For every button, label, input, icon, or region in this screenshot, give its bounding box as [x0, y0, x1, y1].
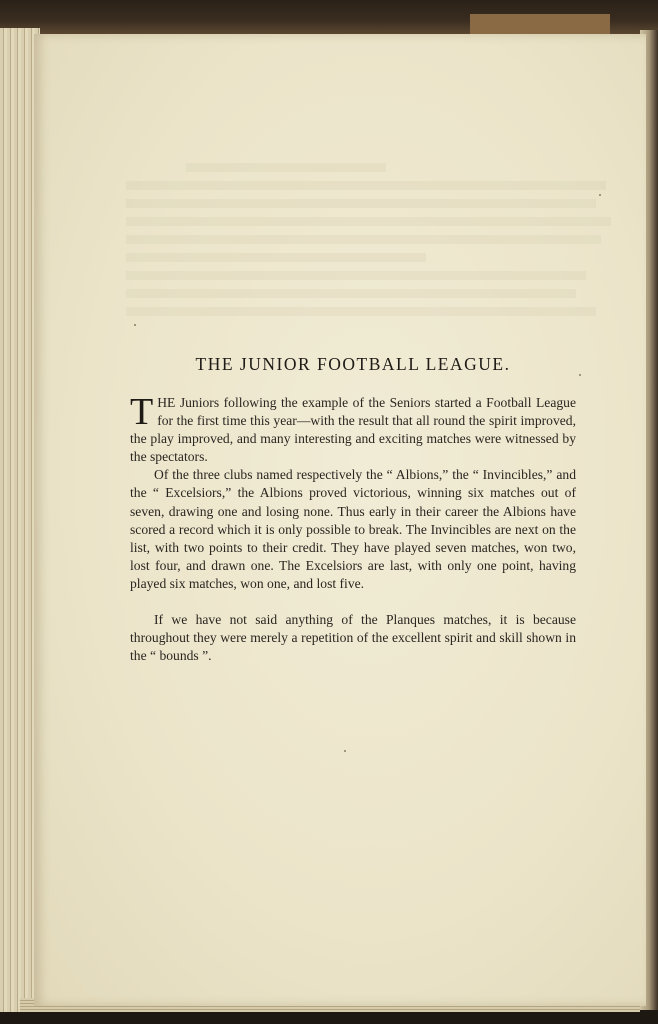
- paper-speck: [579, 374, 581, 376]
- paragraph-intro-text: HE Juniors following the example of the Seniors started a Football League for the first time this year—with the result that all round the spirit improved, the play improved, and many interesting and exciting matches were witnessed by the spectators.: [130, 395, 576, 465]
- bleed-through-text: [126, 154, 626, 325]
- paragraph-planques: If we have not said anything of the Planques matches, it is because throughout they were merely a repetition of the excellent spirit and skill shown in the “ bounds ”.: [130, 612, 576, 664]
- paper-speck: [344, 750, 346, 752]
- drop-cap: T: [130, 391, 154, 433]
- paper-speck: [599, 194, 601, 196]
- paragraph-results: Of the three clubs named respectively the “ Albions,” the “ Invincibles,” and the “ Excelsiors,” the Albions proved victorious, winning six matches out of seven, drawing one and losing none. Thus early in their career the Albions have scored a record which it is only possible to break. The Invincibles are next on the list, with two points to their credit. They have played seven matches, won two, lost four, and drawn one. The Excelsiors are last, with only one point, having played six matches, won one, and lost five.: [130, 467, 576, 591]
- article-body: [130, 391, 576, 665]
- book-cover-top-edge: [0, 0, 658, 34]
- paper-speck: [134, 324, 136, 326]
- page-title: THE JUNIOR FOOTBALL LEAGUE.: [195, 354, 511, 374]
- cover-leather-patch: [470, 14, 610, 34]
- paragraph-intro: [130, 391, 576, 466]
